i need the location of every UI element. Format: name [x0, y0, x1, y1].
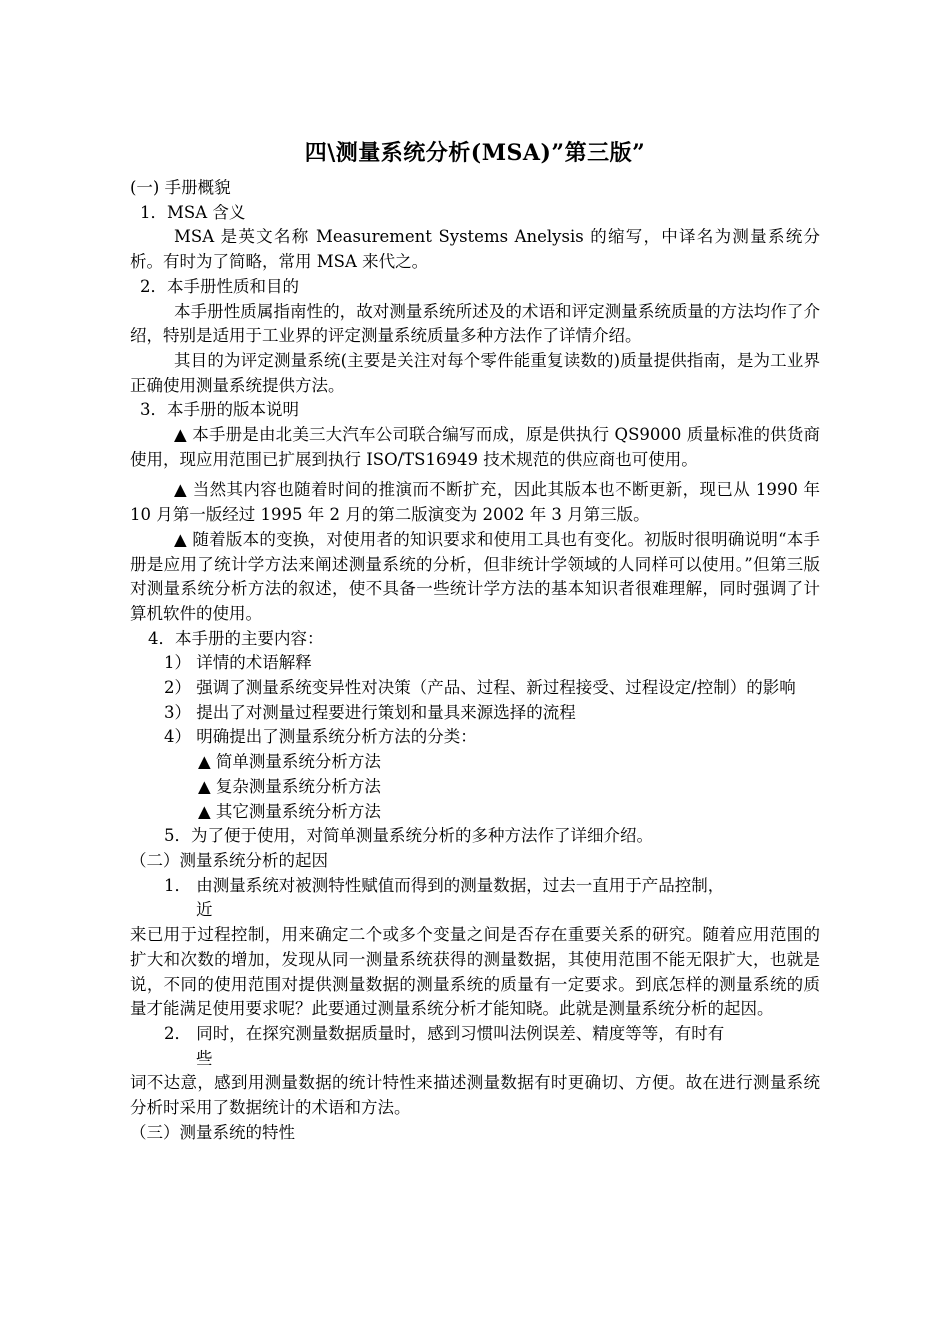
section-2-item-2-body: 词不达意，感到用测量数据的统计特性来描述测量数据有时更确切、方便。故在进行测量系统分析时采用了数据统计的术语和方法。 — [130, 1073, 820, 1118]
sub-3-bullet-3: ▲ 随着版本的变换，对使用者的知识要求和使用工具也有变化。初版时很明确说明“本手册是应用了统计学方法来阐述测量系统的分析，但非统计学领域的人同样可以使用。”但第三版对测量系统分析方法的叙述，使不具备一些统计学方法的基本知识者很难理解，同时强调了计算机软件的使用。 — [130, 529, 820, 623]
sub-5-line: 5．为了便于使用，对简单测量系统分析的多种方法作了详细介绍。 — [164, 826, 653, 846]
list-subitem: ▲ 其它测量系统分析方法 — [198, 801, 381, 821]
section-2-heading: （二）测量系统分析的起因 — [130, 850, 328, 870]
section-2-item-2: 2． 同时，在探究测量数据质量时，感到习惯叫法例误差、精度等等，有时有 — [164, 1023, 725, 1043]
sub-3-bullet-1: ▲ 本手册是由北美三大汽车公司联合编写而成，原是供执行 QS9000 质量标准的供货商使用，现应用范围已扩展到执行 ISO/TS16949 技术规范的供应商也可使用。 — [130, 425, 820, 469]
sub-2-body-1: 本手册性质属指南性的，故对测量系统所述及的术语和评定测量系统质量的方法均作了介绍，特别是适用于工业界的评定测量系统质量多种方法作了详情介绍。 — [130, 301, 820, 346]
sub-3-bullet-2: ▲ 当然其内容也随着时间的推演而不断扩充，因此其版本也不断更新，现已从 1990 年 10 月第一版经过 1995 年 2 月的第二版演变为 2002 年 3 月第三版。 — [130, 480, 820, 525]
list-item: 4） 明确提出了测量系统分析方法的分类： — [164, 727, 477, 747]
sub-4-heading: 4．本手册的主要内容： — [148, 628, 324, 648]
page-title: 四\测量系统分析(MSA)”第三版” — [304, 140, 646, 166]
section-2-item-1-wrap: 近 — [196, 900, 213, 920]
list-item: 3） 提出了对测量过程要进行策划和量具来源选择的流程 — [164, 702, 576, 722]
document-page — [130, 138, 820, 1145]
sub-2-body-2: 其目的为评定测量系统(主要是关注对每个零件能重复读数的)质量提供指南，是为工业界正确使用测量系统提供方法。 — [130, 350, 820, 395]
list-subitem: ▲ 复杂测量系统分析方法 — [198, 776, 381, 796]
sub-1-heading: 1．MSA 含义 — [140, 202, 246, 222]
list-subitem: ▲ 简单测量系统分析方法 — [198, 752, 381, 772]
sub-1-body: MSA 是英文名称 Measurement Systems Anelysis 的缩写，中译名为测量系统分析。有时为了简略，常用 MSA 来代之。 — [130, 227, 820, 272]
list-item: 1） 详情的术语解释 — [164, 653, 312, 673]
list-item: 2） 强调了测量系统变异性对决策（产品、过程、新过程接受、过程设定/控制）的影响 — [164, 678, 796, 698]
sub-2-heading: 2．本手册性质和目的 — [140, 276, 299, 296]
section-2-item-1: 1． 由测量系统对被测特性赋值而得到的测量数据，过去一直用于产品控制， — [164, 875, 725, 895]
section-2-item-1-body: 来已用于过程控制，用来确定二个或多个变量之间是否存在重要关系的研究。随着应用范围的扩大和次数的增加，发现从同一测量系统获得的测量数据，其使用范围不能无限扩大，也就是说，不同的使用范围对提供测量数据的测量系统的质量有一定要求。到底怎样的测量系统的质量才能满足使用要求呢？此要通过测量系统分析才能知晓。此就是测量系统分析的起因。 — [130, 925, 820, 1019]
sub-3-heading: 3．本手册的版本说明 — [140, 400, 299, 420]
section-3-heading: （三）测量系统的特性 — [130, 1122, 295, 1142]
section-2-item-2-wrap: 些 — [196, 1048, 213, 1068]
section-1-heading: (一) 手册概貌 — [130, 178, 231, 197]
